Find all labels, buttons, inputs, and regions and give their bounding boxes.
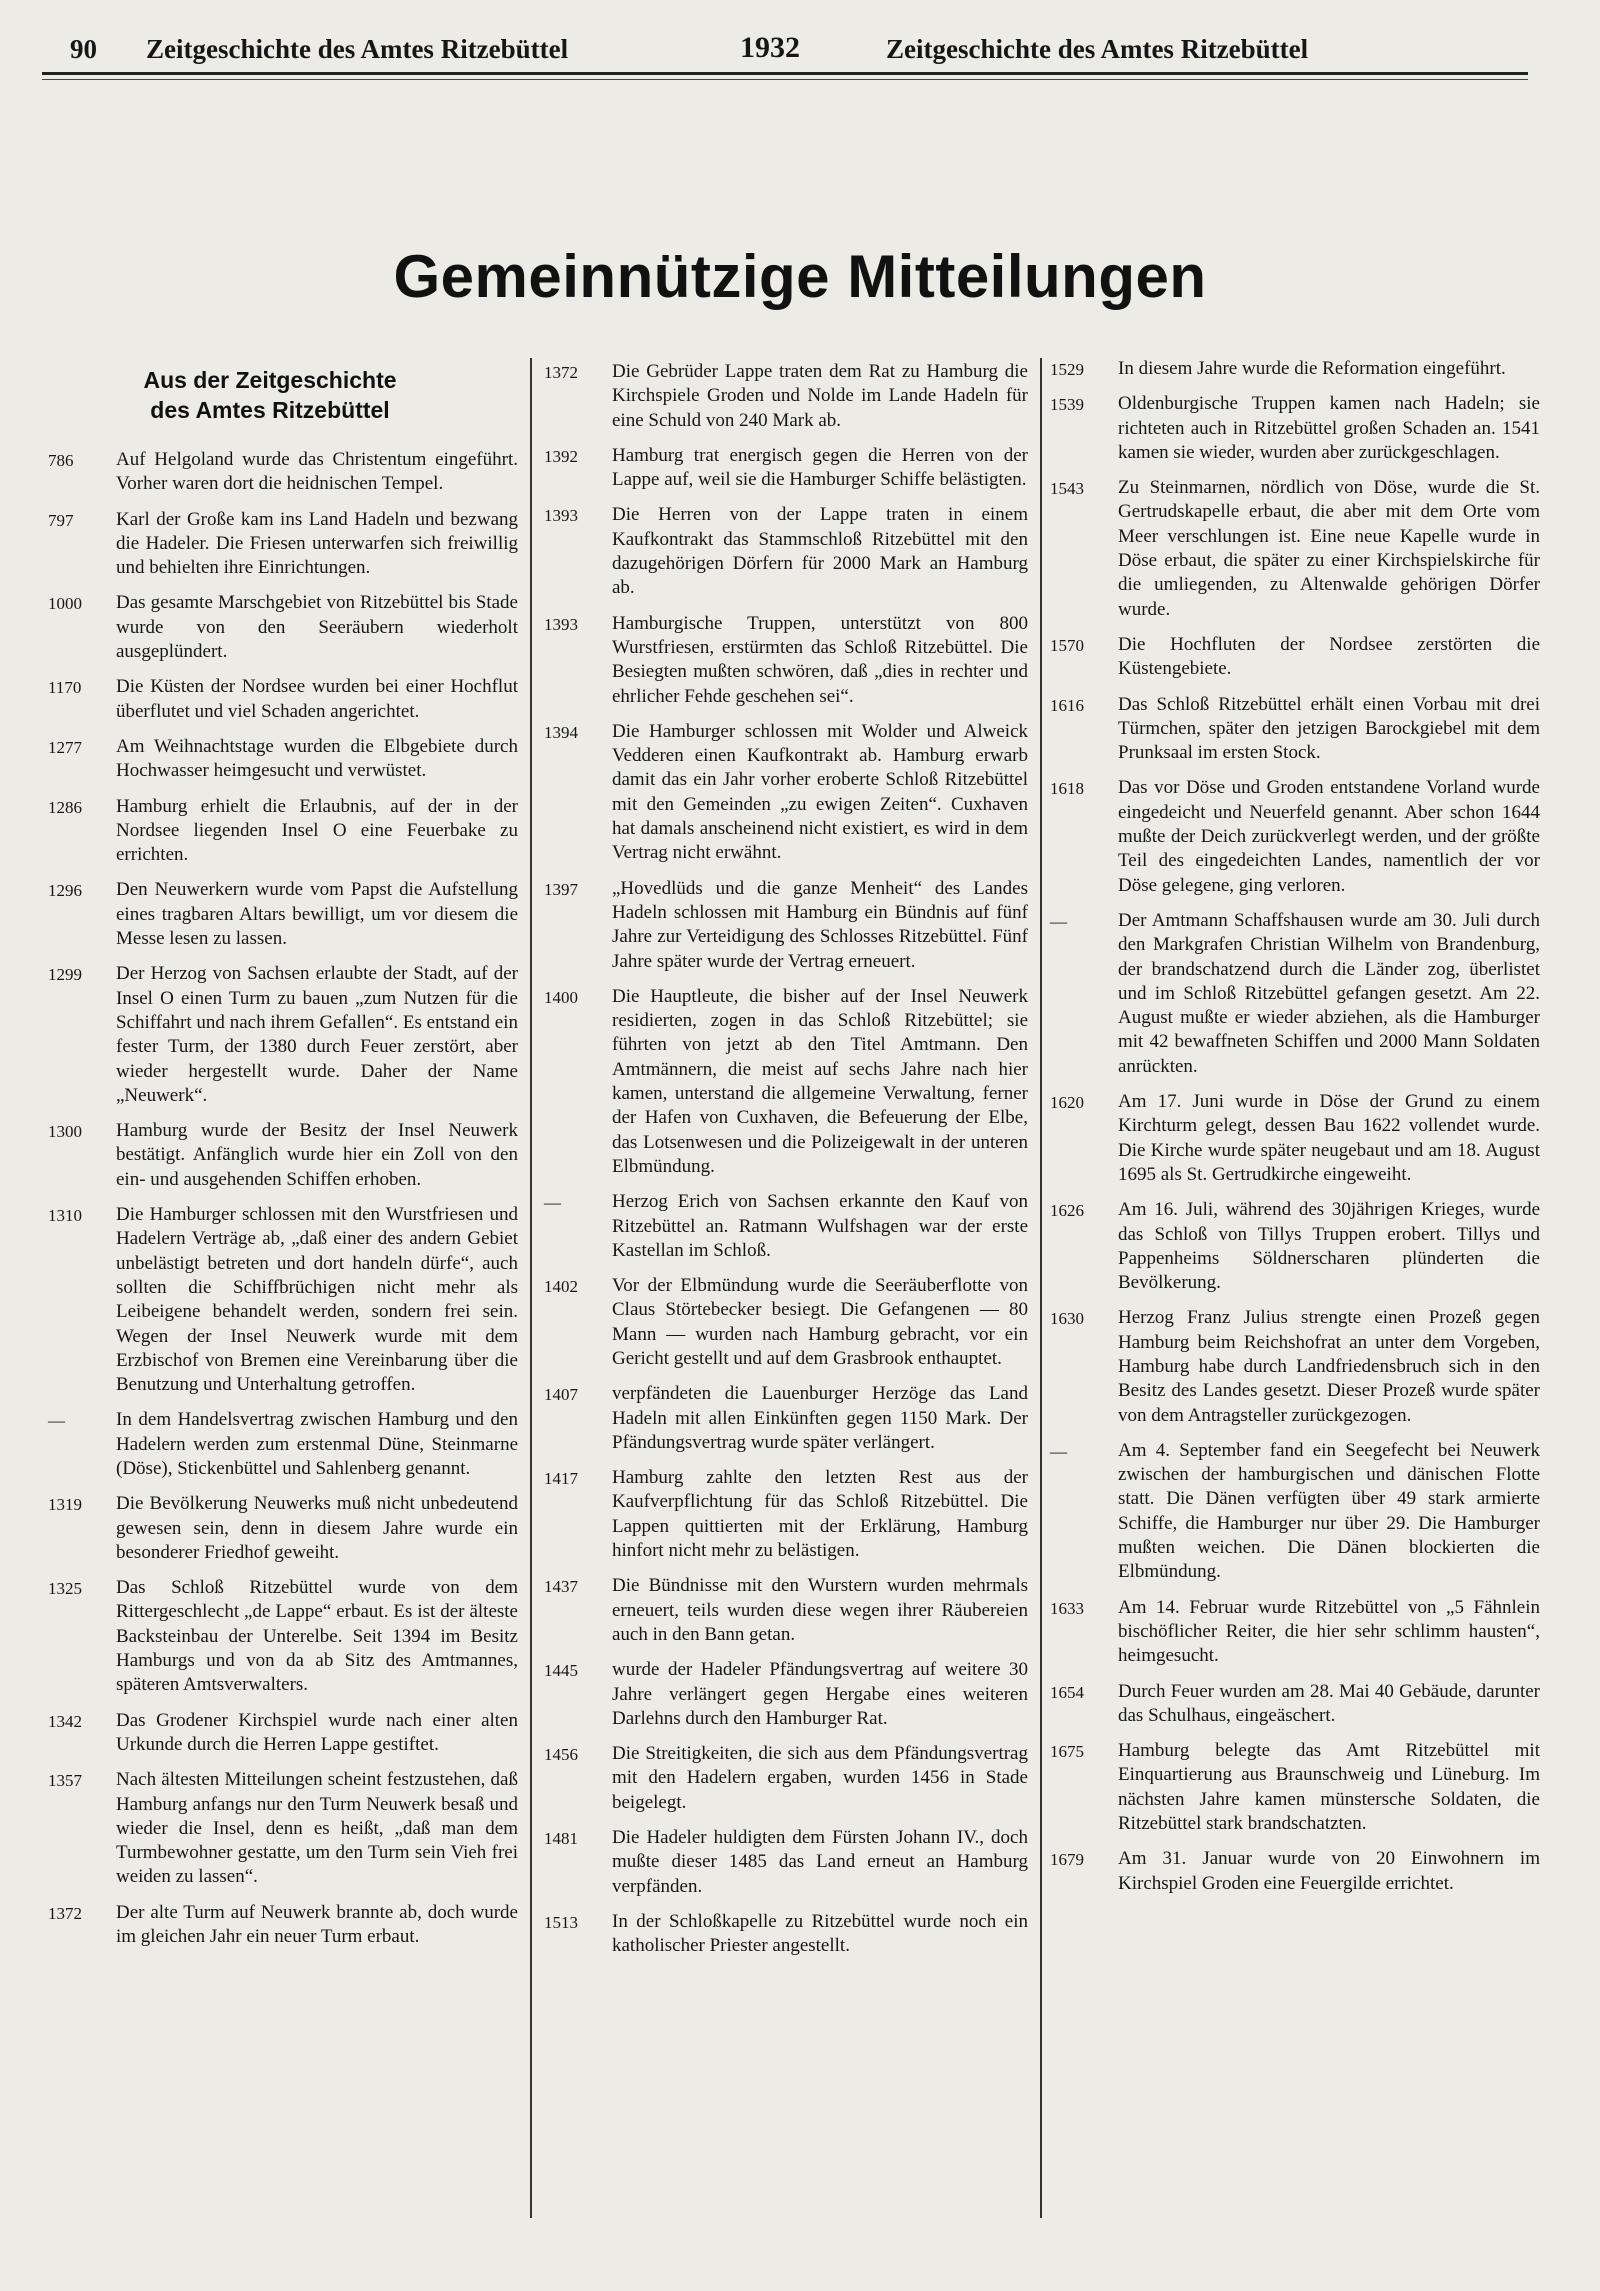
section-title-line-1: Aus der Zeitgeschichte xyxy=(143,367,397,393)
entry-year: 1456 xyxy=(544,1745,578,1765)
chronology-entry xyxy=(1050,633,1540,682)
chronology-entry xyxy=(48,1901,518,1950)
chronology-entry xyxy=(544,1910,1028,1959)
entry-text: Herzog Franz Julius strengte einen Prozeß gegen Hamburg beim Reichshofrat an unter dem Vorgeben, Hamburg habe durch Landfriedensbruch sich in den Besitz des Landes gesetzt. Dieser Prozeß wurde später von dem Antragsteller zurückgezogen. xyxy=(1118,1307,1540,1426)
entry-text: verpfändeten die Lauenburger Herzöge das Land Hadeln mit allen Einkünften gegen 1150 Mark. Der Pfändungsvertrag wurde später verlängert. xyxy=(612,1383,1028,1453)
entry-year: 1299 xyxy=(48,965,82,985)
chronology-entry xyxy=(48,878,518,951)
chronology-entry xyxy=(48,1768,518,1889)
entry-year: 1437 xyxy=(544,1577,578,1597)
entry-text: Die Herren von der Lappe traten in einem Kaufkontrakt das Stammschloß Ritzebüttel mit den dazugehörigen Dörfern für 2000 Mark an Hamburg ab. xyxy=(612,504,1028,599)
chronology-entry xyxy=(1050,1596,1540,1669)
entry-text: Hamburg erhielt die Erlaubnis, auf der in der Nordsee liegenden Insel O eine Feuerbake zu errichten. xyxy=(116,795,518,866)
entry-text: Durch Feuer wurden am 28. Mai 40 Gebäude, darunter das Schulhaus, eingeäschert. xyxy=(1118,1680,1540,1726)
section-title xyxy=(60,365,480,425)
entry-text: Das Schloß Ritzebüttel erhält einen Vorbau mit drei Türmchen, später den jetzigen Barockgiebel mit dem Prunksaal im ersten Stock. xyxy=(1118,693,1540,764)
entry-year: 1372 xyxy=(48,1903,82,1923)
column-divider xyxy=(1040,358,1042,2218)
entry-year: 1679 xyxy=(1050,1850,1084,1870)
text-column-1 xyxy=(48,448,518,1960)
entry-text: Die Bevölkerung Neuwerks muß nicht unbedeutend gewesen sein, denn in diesem Jahre wurde ein besonderer Friedhof geweiht. xyxy=(116,1493,518,1563)
entry-text: Die Küsten der Nordsee wurden bei einer Hochflut überflutet und viel Schaden angerichtet. xyxy=(116,676,518,722)
entry-year: 786 xyxy=(48,451,74,470)
chronology-entry xyxy=(48,448,518,497)
chronology-entry xyxy=(544,612,1028,709)
entry-year: 1357 xyxy=(48,1771,82,1791)
chronology-entry xyxy=(1050,476,1540,622)
chronology-entry xyxy=(1050,357,1540,381)
chronology-entry xyxy=(1050,1680,1540,1729)
chronology-entry xyxy=(1050,693,1540,766)
entry-year: — xyxy=(1050,911,1067,931)
entry-year: 1620 xyxy=(1050,1093,1084,1113)
chronology-entry xyxy=(48,1576,518,1697)
entry-year: — xyxy=(1050,1441,1067,1461)
chronology-entry xyxy=(544,720,1028,866)
chronology-entry xyxy=(1050,1306,1540,1427)
chronology-entry xyxy=(544,1826,1028,1899)
chronology-entry xyxy=(48,795,518,868)
entry-year: 1626 xyxy=(1050,1201,1084,1221)
entry-text: Der Amtmann Schaffshausen wurde am 30. Juli durch den Markgrafen Christian Wilhelm von Brandenburg, der brandschatzend durch die Länder zog, überlistet und im Schloß Ritzebüttel gefangen gesetzt. Am 22. August mußte er wieder abziehen, als die Hamburger mit 42 bewaffneten Schiffen und 2000 Mann Soldaten anrückten. xyxy=(1118,909,1540,1077)
entry-year: 1277 xyxy=(48,737,82,757)
entry-text: „Hovedlüds und die ganze Menheit“ des Landes Hadeln schlossen mit Hamburg ein Bündnis auf fünf Jahre zur Verteidigung des Schlosses Ritzebüttel. Fünf Jahre später wurde der Vertrag erneuert. xyxy=(612,877,1028,972)
entry-text: Vor der Elbmündung wurde die Seeräuberflotte von Claus Störtebecker besiegt. Die Gefangenen — 80 Mann — wurden nach Hamburg gebracht, vor ein Gericht gestellt und auf dem Grasbrook enthauptet. xyxy=(612,1275,1028,1369)
entry-year: 1286 xyxy=(48,797,82,817)
page-number: 90 xyxy=(70,34,97,64)
chronology-entry xyxy=(1050,1739,1540,1836)
header-rule-thin xyxy=(42,79,1528,80)
chronology-entry xyxy=(48,1408,518,1481)
entry-text: Das Grodener Kirchspiel wurde nach einer alten Urkunde durch die Herren Lappe gestiftet. xyxy=(116,1709,518,1755)
entry-text: Den Neuwerkern wurde vom Papst die Aufstellung eines tragbaren Altars bewilligt, um vor diesem die Messe lesen zu lassen. xyxy=(116,879,518,950)
entry-text: Hamburg trat energisch gegen die Herren von der Lappe auf, weil sie die Hamburger Schiffe belästigten. xyxy=(612,444,1028,491)
entry-text: Nach ältesten Mitteilungen scheint festzustehen, daß Hamburg anfangs nur den Turm Neuwerk besaß und wieder die Insel, denn es heißt, „daß man dem Turmbewohner gestatte, um den Turm sein Vieh frei weiden zu lassen“. xyxy=(116,1769,518,1888)
entry-year: 1393 xyxy=(544,614,578,634)
chronology-entry xyxy=(48,508,518,581)
entry-text: In der Schloßkapelle zu Ritzebüttel wurde noch ein katholischer Priester angestellt. xyxy=(612,1910,1028,1957)
entry-text: Herzog Erich von Sachsen erkannte den Kauf von Ritzebüttel an. Ratmann Wulfshagen war der erste Kastellan im Schloß. xyxy=(612,1191,1028,1261)
page-title: Gemeinnützige Mitteilungen xyxy=(393,243,1207,310)
entry-text: Die Hochfluten der Nordsee zerstörten die Küstengebiete. xyxy=(1118,633,1540,680)
chronology-entry xyxy=(1050,1198,1540,1295)
chronology-entry xyxy=(1050,776,1540,897)
header-rule xyxy=(42,72,1528,75)
section-title-line-2: des Amtes Ritzebüttel xyxy=(150,397,390,423)
entry-year: 1319 xyxy=(48,1495,82,1515)
chronology-entry xyxy=(1050,392,1540,465)
entry-year: 1543 xyxy=(1050,479,1084,499)
entry-year: — xyxy=(544,1193,561,1213)
entry-text: Am 17. Juni wurde in Döse der Grund zu einem Kirchturm gelegt, dessen Bau 1622 vollendet wurde. Die Kirche wurde später neugebaut und am 18. August 1695 als St. Gertrudkirche eingeweiht. xyxy=(1118,1091,1540,1185)
chronology-entry xyxy=(48,735,518,784)
entry-year: 797 xyxy=(48,510,74,530)
entry-year: 1170 xyxy=(48,678,82,698)
chronology-entry xyxy=(544,444,1028,493)
chronology-entry xyxy=(544,360,1028,433)
entry-year: 1539 xyxy=(1050,395,1084,415)
entry-text: Das vor Döse und Groden entstandene Vorland wurde eingedeicht und Neuerfeld genannt. Aber schon 1644 mußte der Deich zurückverlegt werden, und der größte Teil des eingedeichten Landes, namentlich der vor Döse gelegene, ging verloren. xyxy=(1118,777,1540,896)
entry-year: 1417 xyxy=(544,1469,578,1489)
chronology-entry xyxy=(544,1658,1028,1731)
chronology-entry xyxy=(48,1709,518,1758)
entry-text: Die Hadeler huldigten dem Fürsten Johann IV., doch mußte dieser 1485 das Land erneut an Hamburg verpfänden. xyxy=(612,1827,1028,1897)
chronology-entry xyxy=(544,985,1028,1179)
chronology-entry xyxy=(48,1119,518,1192)
entry-text: Der Herzog von Sachsen erlaubte der Stadt, auf der Insel O einen Turm zu bauen „zum Nutzen für die Schiffahrt und nach ihrem Gefallen“. Es entstand ein fester Turm, der 1380 durch Feuer zerstört, aber wieder hergestellt wurde. Daher der Name „Neuwerk“. xyxy=(116,963,518,1106)
chronology-entry xyxy=(544,503,1028,600)
entry-year: 1618 xyxy=(1050,779,1084,799)
entry-year: 1407 xyxy=(544,1385,578,1405)
header-year: 1932 xyxy=(740,31,800,64)
entry-year: 1633 xyxy=(1050,1598,1084,1618)
running-header xyxy=(70,28,1530,72)
chronology-entry xyxy=(544,1382,1028,1455)
chronology-entry xyxy=(544,1466,1028,1563)
header-title-left: Zeitgeschichte des Amtes Ritzebüttel xyxy=(146,34,569,64)
entry-text: wurde der Hadeler Pfändungsvertrag auf weitere 30 Jahre verlängert gegen Hergabe eines weiteren Darlehns durch den Hamburger Rat. xyxy=(612,1659,1028,1729)
entry-text: Die Streitigkeiten, die sich aus dem Pfändungsvertrag mit den Hadelern ergaben, wurden 1456 in Stade beigelegt. xyxy=(612,1743,1028,1813)
chronology-entry xyxy=(544,1274,1028,1371)
entry-year: 1570 xyxy=(1050,635,1084,655)
entry-year: 1392 xyxy=(544,446,578,466)
entry-year: 1296 xyxy=(48,881,82,901)
chronology-entry xyxy=(1050,1847,1540,1896)
chronology-entry xyxy=(48,591,518,664)
chronology-entry xyxy=(1050,909,1540,1079)
entry-text: Auf Helgoland wurde das Christentum eingeführt. Vorher waren dort die heidnischen Tempel. xyxy=(116,449,518,495)
chronology-entry xyxy=(544,1574,1028,1647)
entry-year: 1529 xyxy=(1050,360,1084,379)
entry-year: 1616 xyxy=(1050,695,1084,715)
header-title-right: Zeitgeschichte des Amtes Ritzebüttel xyxy=(886,34,1309,64)
entry-text: Hamburg belegte das Amt Ritzebüttel mit Einquartierung aus Braunschweig und Lüneburg. Im nächsten Jahre kamen münstersche Soldaten, die Ritzebüttel stark brandschatzten. xyxy=(1118,1740,1540,1835)
entry-text: Am 14. Februar wurde Ritzebüttel von „5 Fähnlein bischöflicher Reiter, die hier sehr schlimm hausten“, heimgesucht. xyxy=(1118,1596,1540,1667)
entry-text: Hamburg zahlte den letzten Rest aus der Kaufverpflichtung für das Schloß Ritzebüttel. Die Lappen quittierten mit der Erklärung, Hamburg hinfort nicht mehr zu belästigen. xyxy=(612,1467,1028,1562)
text-column-3 xyxy=(1050,357,1540,1907)
entry-year: 1400 xyxy=(544,987,578,1007)
entry-year: 1675 xyxy=(1050,1742,1084,1762)
entry-year: 1393 xyxy=(544,506,578,526)
entry-year: 1654 xyxy=(1050,1682,1084,1702)
chronology-entry xyxy=(48,675,518,724)
entry-year: 1397 xyxy=(544,879,578,899)
entry-text: Der alte Turm auf Neuwerk brannte ab, doch wurde im gleichen Jahr ein neuer Turm erbaut. xyxy=(116,1901,518,1948)
entry-year: 1513 xyxy=(544,1912,578,1932)
entry-text: Die Hauptleute, die bisher auf der Insel Neuwerk residierten, zogen in das Schloß Ritzebüttel; sie führten von jetzt ab den Titel Amtmann. Den Amtmännern, die meist auf sechs Jahre nach hier kamen, unterstand die allgemeine Verwaltung, ferner der Hafen von Cuxhaven, die Befeuerung der Elbe, das Lotsenwesen und die Polizeigewalt in der unteren Elbmündung. xyxy=(612,985,1028,1177)
entry-text: Das gesamte Marschgebiet von Ritzebüttel bis Stade wurde von den Seeräubern wiederholt ausgeplündert. xyxy=(116,592,518,663)
entry-text: Hamburgische Truppen, unterstützt von 800 Wurstfriesen, erstürmten das Schloß Ritzebüttel. Die Besiegten mußten schwören, daß „dies in rechter und ehrlicher Fehde geschehen sei“. xyxy=(612,612,1028,707)
chronology-entry xyxy=(48,1492,518,1565)
chronology-entry xyxy=(48,1203,518,1397)
entry-year: 1000 xyxy=(48,594,82,614)
entry-year: 1394 xyxy=(544,722,578,742)
entry-text: In diesem Jahre wurde die Reformation eingeführt. xyxy=(1118,358,1506,379)
entry-text: Oldenburgische Truppen kamen nach Hadeln; sie richteten auch in Ritzebüttel großen Schaden an. 1541 kamen sie wieder, wurden aber zurückgeschlagen. xyxy=(1118,393,1540,463)
entry-year: 1481 xyxy=(544,1829,578,1849)
entry-year: 1372 xyxy=(544,363,578,382)
entry-year: — xyxy=(48,1411,65,1431)
entry-text: Das Schloß Ritzebüttel wurde von dem Rittergeschlecht „de Lappe“ erbaut. Es ist der älteste Backsteinbau der Unterelbe. Seit 1394 im Besitz Hamburgs und von da ab Sitz des Amtmannes, späteren Amtsverwalters. xyxy=(116,1577,518,1696)
entry-year: 1402 xyxy=(544,1277,578,1297)
entry-year: 1300 xyxy=(48,1122,82,1142)
chronology-entry xyxy=(544,1190,1028,1263)
entry-text: Die Bündnisse mit den Wurstern wurden mehrmals erneuert, teils wurden diese wegen ihrer Räubereien auch in den Bann getan. xyxy=(612,1575,1028,1645)
entry-year: 1445 xyxy=(544,1661,578,1681)
entry-year: 1325 xyxy=(48,1579,82,1599)
entry-text: Am 16. Juli, während des 30jährigen Krieges, wurde das Schloß von Tillys Truppen erobert. Tillys und Pappenheims Söldnerscharen plünderten die Bevölkerung. xyxy=(1118,1199,1540,1294)
entry-text: Am 31. Januar wurde von 20 Einwohnern im Kirchspiel Groden eine Feuergilde errichtet. xyxy=(1118,1848,1540,1894)
column-divider xyxy=(530,358,532,2218)
chronology-entry xyxy=(1050,1439,1540,1585)
entry-text: Die Hamburger schlossen mit Wolder und Alweick Vedderen einen Kaufkontrakt ab. Hamburg erwarb damit das ein Jahr vorher eroberte Schloß Ritzebüttel mit den Gemeinden „zu ewigen Zeiten“. Cuxhaven hat damals anscheinend nicht existiert, es wird in dem Vertrag nicht erwähnt. xyxy=(612,720,1028,864)
entry-text: Am Weihnachtstage wurden die Elbgebiete durch Hochwasser heimgesucht und verwüstet. xyxy=(116,735,518,782)
entry-year: 1310 xyxy=(48,1206,82,1226)
entry-text: Karl der Große kam ins Land Hadeln und bezwang die Hadeler. Die Friesen unterwarfen sich freiwillig und behielten ihre Einrichtungen. xyxy=(116,508,518,579)
chronology-entry xyxy=(544,1742,1028,1815)
chronology-entry xyxy=(48,962,518,1108)
chronology-entry xyxy=(544,877,1028,974)
chronology-entry xyxy=(1050,1090,1540,1187)
entry-text: In dem Handelsvertrag zwischen Hamburg und den Hadelern werden zum erstenmal Düne, Steinmarne (Döse), Stickenbüttel und Sahlenberg genannt. xyxy=(116,1409,518,1479)
entry-text: Die Gebrüder Lappe traten dem Rat zu Hamburg die Kirchspiele Groden und Nolde im Lande Hadeln für eine Schuld von 240 Mark ab. xyxy=(612,361,1028,431)
entry-text: Am 4. September fand ein Seegefecht bei Neuwerk zwischen der hamburgischen und dänischen Flotte statt. Die Dänen verfügten über 49 stark armierte Schiffe, die Hamburger nur über 29. Die Hamburger mußten weichen. Die Dänen blockierten die Elbmündung. xyxy=(1118,1439,1540,1583)
entry-year: 1342 xyxy=(48,1711,82,1731)
entry-text: Hamburg wurde der Besitz der Insel Neuwerk bestätigt. Anfänglich wurde hier ein Zoll von den ein- und ausgehenden Schiffen erhoben. xyxy=(116,1120,518,1190)
entry-text: Zu Steinmarnen, nördlich von Döse, wurde die St. Gertrudskapelle erbaut, die aber mit dem Orte vom Meer verschlungen ist. Eine neue Kapelle wurde in Döse erbaut, die später zu einer Kirchspielskirche für die umliegenden, zu Altenwalde gehörigen Dörfer wurde. xyxy=(1118,477,1540,620)
entry-text: Die Hamburger schlossen mit den Wurstfriesen und Hadelern Verträge ab, „daß einer des andern Gebiet unbelästigt betreten und dort handeln dürfe“, auch sollten die Schiffbrüchigen nicht mehr als Leibeigene behandelt werden, sondern frei sein. Wegen der Insel Neuwerk wurde mit dem Erzbischof von Bremen eine Vereinbarung über die Benutzung und Unterhaltung getroffen. xyxy=(116,1204,518,1396)
entry-year: 1630 xyxy=(1050,1309,1084,1329)
text-column-2 xyxy=(544,360,1028,1970)
